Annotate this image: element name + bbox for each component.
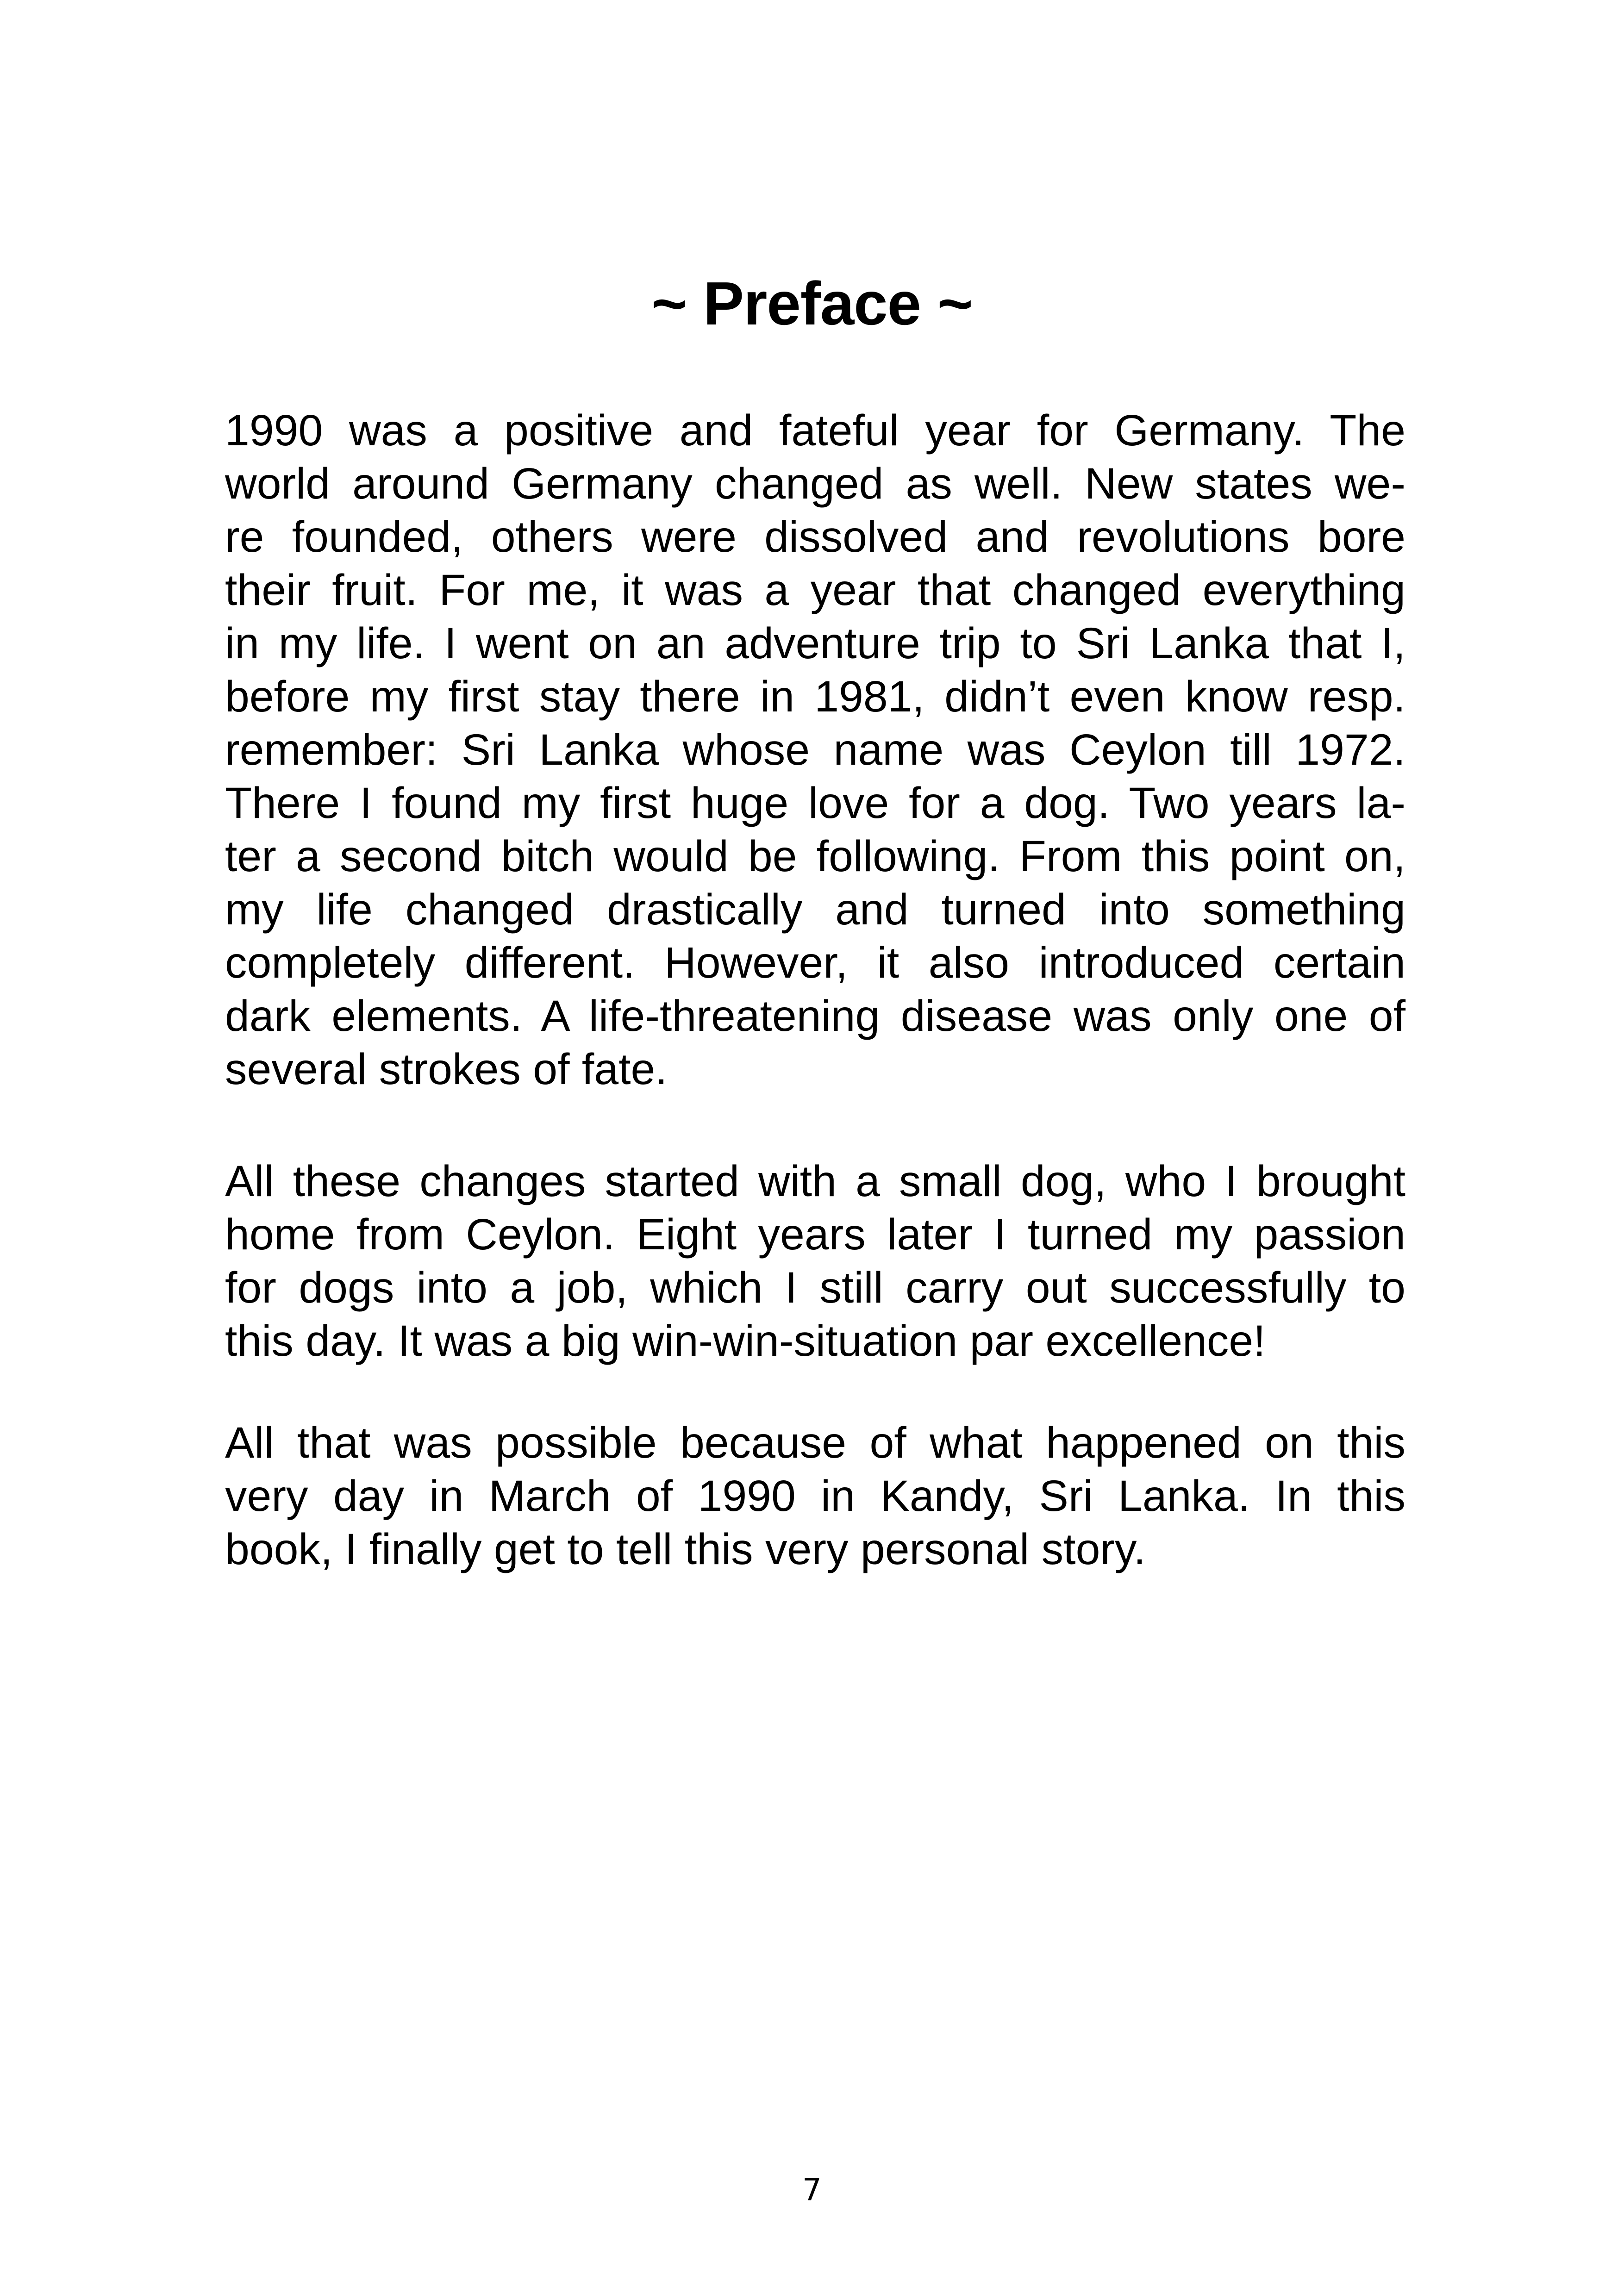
text-line: world around Germany changed as well. New states we-	[225, 459, 1405, 508]
paragraph-2	[225, 1155, 1405, 1368]
page-number: 7	[802, 2172, 822, 2208]
text-line: their fruit. For me, it was a year that changed everything	[225, 566, 1405, 615]
text-line: before my first stay there in 1981, didn’t even know resp.	[225, 672, 1405, 721]
text-line: book, I finally get to tell this very personal story.	[225, 1525, 1146, 1574]
text-line: very day in March of 1990 in Kandy, Sri Lanka. In this	[225, 1472, 1405, 1521]
text-line: my life changed drastically and turned into something	[225, 885, 1405, 934]
text-line: dark elements. A life-threatening disease was only one of	[225, 992, 1405, 1041]
paragraph-3	[225, 1416, 1405, 1576]
text-line: completely different. However, it also introduced certain	[225, 938, 1405, 987]
text-line: home from Ceylon. Eight years later I turned my passion	[225, 1210, 1405, 1259]
text-line: this day. It was a big win-win-situation par excellence!	[225, 1316, 1266, 1366]
text-line: ter a second bitch would be following. From this point on,	[225, 832, 1405, 881]
text-line: several strokes of fate.	[225, 1045, 668, 1094]
text-line: 1990 was a positive and fateful year for Germany. The	[225, 406, 1405, 455]
text-line: remember: Sri Lanka whose name was Ceylon till 1972.	[225, 725, 1405, 774]
page-title: ~ Preface ~	[651, 269, 973, 337]
text-line: All these changes started with a small dog, who I brought	[225, 1157, 1405, 1206]
text-line: All that was possible because of what happened on this	[225, 1418, 1405, 1467]
text-line: re founded, others were dissolved and revolutions bore	[225, 512, 1405, 561]
text-line: in my life. I went on an adventure trip to Sri Lanka that I,	[225, 619, 1405, 668]
text-line: for dogs into a job, which I still carry out successfully to	[225, 1263, 1405, 1312]
paragraph-1	[225, 404, 1405, 1096]
text-line: There I found my first huge love for a dog. Two years la-	[225, 779, 1405, 828]
